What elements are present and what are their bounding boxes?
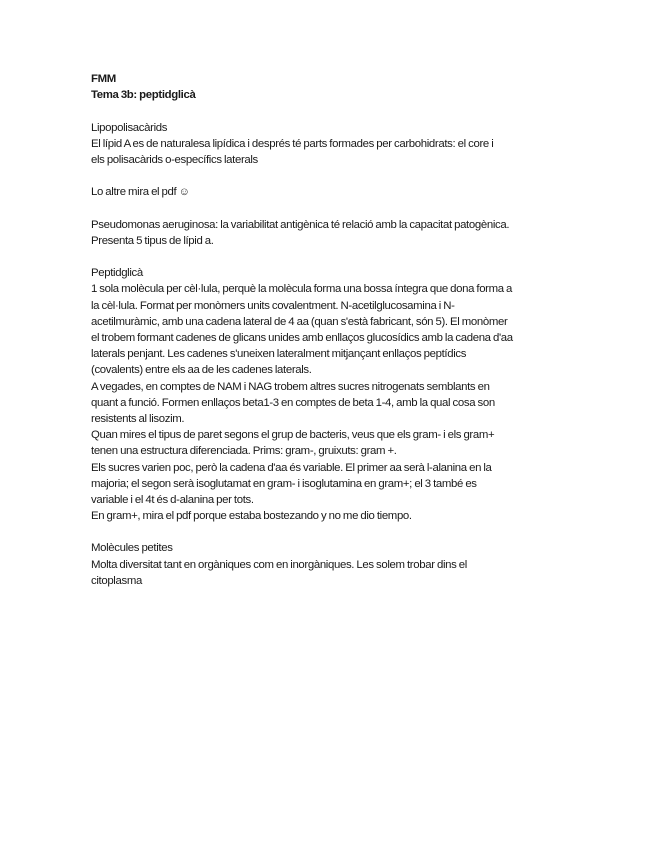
paragraph-line: laterals penjant. Les cadenes s'uneixen lateralment mitjançant enllaços peptídics [91, 348, 467, 361]
paragraph-line: tenen una estructura diferenciada. Prims: gram-, gruixuts: gram +. [91, 445, 397, 458]
paragraph-line: majoria; el segon serà isoglutamat en gram- i isoglutamina en gram+; el 3 també es [91, 477, 477, 490]
molecules-heading: Molècules petites [91, 542, 173, 555]
paragraph-line: Els sucres varien poc, però la cadena d'aa és variable. El primer aa serà l-alanina en la [91, 461, 492, 474]
paragraph-line: A vegades, en comptes de NAM i NAG trobem altres sucres nitrogenats semblants en [91, 380, 490, 393]
paragraph-line: Presenta 5 tipus de lípid a. [91, 234, 214, 247]
paragraph-line: citoplasma [91, 574, 142, 587]
subject-title: FMM [91, 73, 116, 85]
paragraph-line: Pseudomonas aeruginosa: la variabilitat antigènica té relació amb la capacitat patogènica. [91, 218, 510, 231]
document-page [91, 71, 571, 589]
spacer [91, 168, 571, 184]
spacer [91, 524, 571, 540]
paragraph-line: 1 sola molècula per cèl·lula, perquè la molècula forma una bossa íntegra que dona forma a [91, 283, 513, 296]
paragraph-line: Quan mires el tipus de paret segons el grup de bacteris, veus que els gram- i els gram+ [91, 429, 495, 442]
paragraph-line: En gram+, mira el pdf porque estaba bostezando y no me dio tiempo. [91, 510, 412, 523]
spacer [91, 249, 571, 265]
lipopolisacarids-heading: Lipopolisacàrids [91, 121, 168, 134]
paragraph-line: El lípid A es de naturalesa lipídica i després té parts formades per carbohidrats: el core i [91, 137, 494, 150]
paragraph-line: Molta diversitat tant en orgàniques com en inorgàniques. Les solem trobar dins el [91, 558, 467, 571]
paragraph-line: quant a funció. Formen enllaços beta1-3 en comptes de beta 1-4, amb la qual cosa son [91, 396, 495, 409]
smiley-icon: ☺ [178, 186, 190, 199]
topic-title: Tema 3b: peptidglicà [91, 89, 196, 102]
paragraph-line: els polisacàrids o-específics laterals [91, 153, 258, 166]
paragraph-line: acetilmuràmic, amb una cadena lateral de 4 aa (quan s'està fabricant, són 5). El monòmer [91, 315, 508, 328]
peptidoglica-heading: Peptidglicà [91, 267, 143, 280]
paragraph-line: variable i el 4t és d-alanina per tots. [91, 493, 254, 506]
pdf-note [91, 184, 571, 200]
pdf-note-text: Lo altre mira el pdf [91, 186, 177, 199]
paragraph-line: el trobem formant cadenes de glicans unides amb enllaços glucosídics amb la cadena d'aa [91, 332, 513, 344]
paragraph-line: resistents al lisozim. [91, 412, 185, 425]
paragraph-line: la cèl·lula. Format per monòmers units covalentment. N-acetilglucosamina i N- [91, 299, 455, 312]
spacer [91, 103, 571, 119]
spacer [91, 201, 571, 217]
paragraph-line: (covalents) entre els aa de les cadenes laterals. [91, 364, 312, 377]
